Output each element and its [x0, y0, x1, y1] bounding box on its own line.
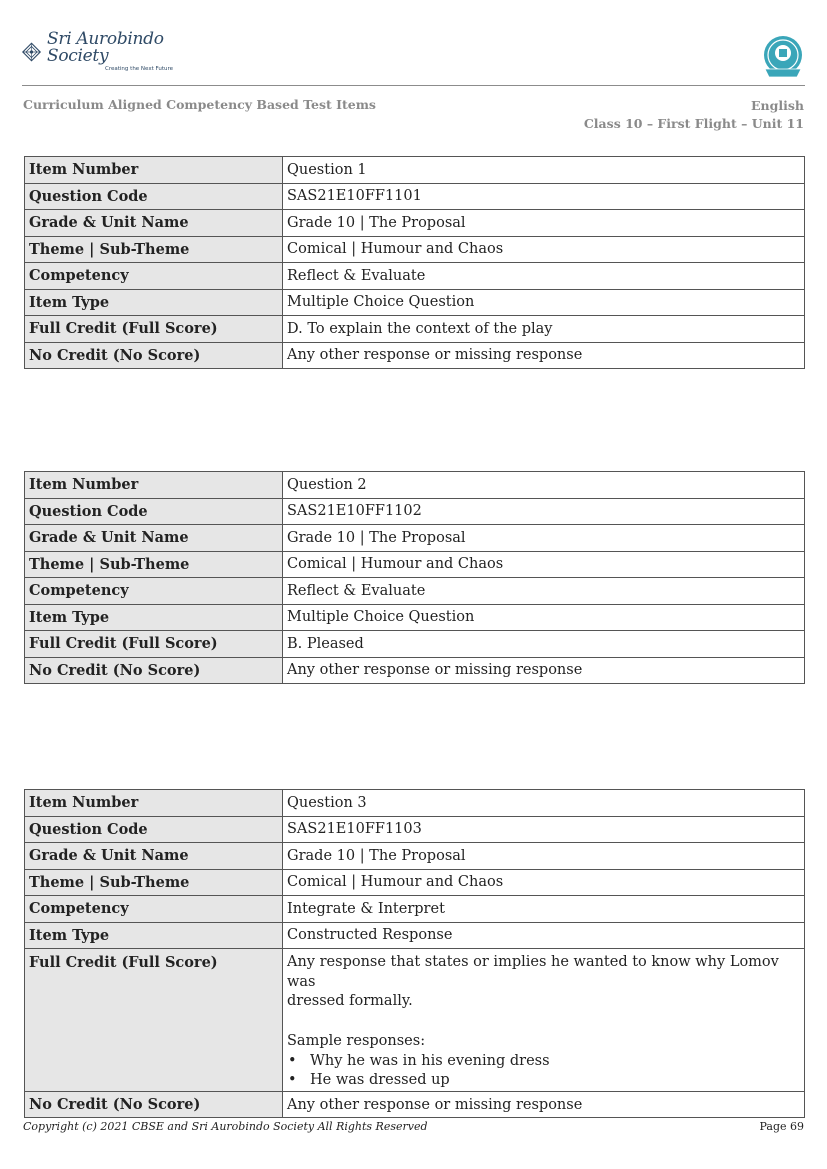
theme-value: Comical | Humour and Chaos — [283, 551, 805, 578]
item-table-1 — [24, 156, 805, 369]
grade-unit-label: Grade & Unit Name — [25, 525, 283, 552]
theme-label: Theme | Sub-Theme — [25, 236, 283, 263]
no-credit-value: Any other response or missing response — [283, 657, 805, 684]
theme-value: Comical | Humour and Chaos — [283, 869, 805, 896]
grade-unit-label: Grade & Unit Name — [25, 843, 283, 870]
item-number-label: Item Number — [25, 790, 283, 817]
table-row — [25, 816, 805, 843]
list-item — [287, 1071, 800, 1091]
item-number-value: Question 2 — [283, 472, 805, 499]
grade-unit-value: Grade 10 | The Proposal — [283, 210, 805, 237]
no-credit-label: No Credit (No Score) — [25, 657, 283, 684]
full-credit-label: Full Credit (Full Score) — [25, 949, 283, 1092]
table-row — [25, 525, 805, 552]
item-type-value: Constructed Response — [283, 922, 805, 949]
no-credit-value: Any other response or missing response — [283, 342, 805, 369]
question-code-value: SAS21E10FF1102 — [283, 498, 805, 525]
table-row — [25, 551, 805, 578]
society-emblem-icon — [22, 40, 41, 64]
table-row — [25, 843, 805, 870]
full-credit-label: Full Credit (Full Score) — [25, 631, 283, 658]
sample-response: Why he was in his evening dress — [310, 1052, 550, 1069]
full-credit-text-line: dressed formally. — [287, 993, 413, 1010]
item-table-2 — [24, 471, 805, 684]
grade-unit-value: Grade 10 | The Proposal — [283, 843, 805, 870]
table-row — [25, 183, 805, 210]
table-row — [25, 657, 805, 684]
table-row — [25, 342, 805, 369]
table-row — [25, 263, 805, 290]
table-row — [25, 210, 805, 237]
sri-aurobindo-society-logo — [22, 29, 192, 73]
full-credit-value: D. To explain the context of the play — [283, 316, 805, 343]
bullet-icon: • — [288, 1052, 297, 1069]
question-code-value: SAS21E10FF1101 — [283, 183, 805, 210]
item-number-value: Question 3 — [283, 790, 805, 817]
table-row — [25, 604, 805, 631]
table-row — [25, 922, 805, 949]
item-type-label: Item Type — [25, 922, 283, 949]
competency-label: Competency — [25, 263, 283, 290]
item-number-value: Question 1 — [283, 157, 805, 184]
document-title: Curriculum Aligned Competency Based Test Items — [23, 97, 376, 112]
table-row — [25, 157, 805, 184]
table-row — [25, 472, 805, 499]
table-row — [25, 316, 805, 343]
competency-label: Competency — [25, 578, 283, 605]
sample-responses-heading: Sample responses: — [287, 1032, 426, 1049]
question-code-label: Question Code — [25, 498, 283, 525]
full-credit-text-line: Any response that states or implies he wanted to know why Lomov was — [287, 954, 779, 990]
full-credit-label: Full Credit (Full Score) — [25, 316, 283, 343]
question-code-label: Question Code — [25, 183, 283, 210]
table-row — [25, 289, 805, 316]
cbse-emblem-icon — [759, 33, 807, 81]
theme-label: Theme | Sub-Theme — [25, 869, 283, 896]
copyright-notice: Copyright (c) 2021 CBSE and Sri Aurobindo Society All Rights Reserved — [23, 1120, 428, 1133]
full-credit-value — [283, 949, 805, 1092]
logo-name: Sri Aurobindo Society — [47, 29, 164, 67]
table-row — [25, 1091, 805, 1118]
full-credit-value: B. Pleased — [283, 631, 805, 658]
table-row — [25, 631, 805, 658]
list-item — [287, 1052, 800, 1072]
table-row — [25, 790, 805, 817]
no-credit-label: No Credit (No Score) — [25, 342, 283, 369]
bullet-icon: • — [288, 1072, 297, 1089]
competency-label: Competency — [25, 896, 283, 923]
item-type-label: Item Type — [25, 289, 283, 316]
theme-value: Comical | Humour and Chaos — [283, 236, 805, 263]
table-row — [25, 498, 805, 525]
table-row — [25, 896, 805, 923]
item-type-label: Item Type — [25, 604, 283, 631]
competency-value: Reflect & Evaluate — [283, 263, 805, 290]
item-table-3 — [24, 789, 805, 1118]
competency-value: Reflect & Evaluate — [283, 578, 805, 605]
page-number: Page 69 — [759, 1120, 804, 1133]
item-type-value: Multiple Choice Question — [283, 604, 805, 631]
question-code-value: SAS21E10FF1103 — [283, 816, 805, 843]
subject-header — [584, 97, 804, 132]
header-divider — [22, 85, 805, 86]
class-unit-label: Class 10 – First Flight – Unit 11 — [583, 115, 804, 131]
no-credit-label: No Credit (No Score) — [25, 1091, 283, 1118]
subject-label: English — [751, 98, 804, 113]
sample-response: He was dressed up — [310, 1072, 450, 1089]
item-type-value: Multiple Choice Question — [283, 289, 805, 316]
competency-value: Integrate & Interpret — [283, 896, 805, 923]
table-row — [25, 236, 805, 263]
grade-unit-value: Grade 10 | The Proposal — [283, 525, 805, 552]
item-number-label: Item Number — [25, 157, 283, 184]
no-credit-value: Any other response or missing response — [283, 1091, 805, 1118]
table-row — [25, 578, 805, 605]
logo-tagline: Creating the Next Future — [105, 66, 174, 73]
question-code-label: Question Code — [25, 816, 283, 843]
item-number-label: Item Number — [25, 472, 283, 499]
grade-unit-label: Grade & Unit Name — [25, 210, 283, 237]
theme-label: Theme | Sub-Theme — [25, 551, 283, 578]
table-row — [25, 869, 805, 896]
table-row — [25, 949, 805, 1092]
